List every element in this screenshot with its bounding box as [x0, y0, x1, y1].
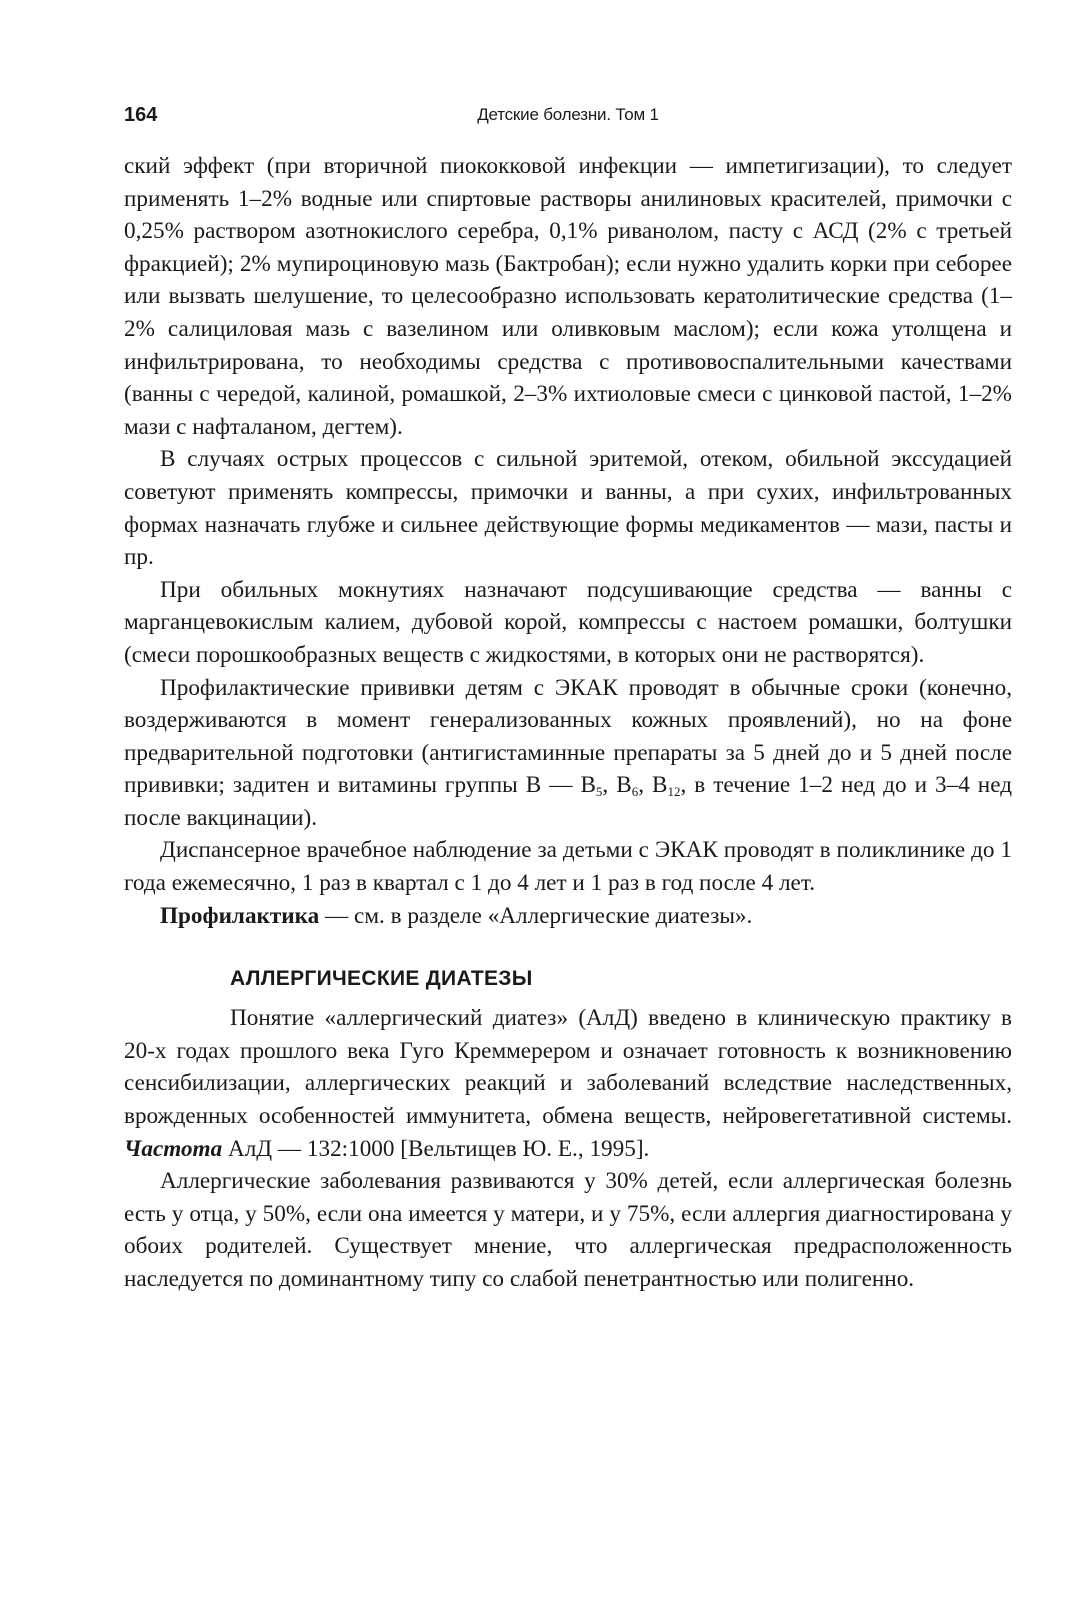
page-header [124, 100, 1012, 132]
section-heading: АЛЛЕРГИЧЕСКИЕ ДИАТЕЗЫ [230, 967, 533, 991]
paragraph-dispensary: Диспансерное врачебное наблюдение за детьми с ЭКАК проводят в поликлинике до 1 года ежемесячно, 1 раз в квартал с 1 до 4 лет и 1 раз в год после 4 лет. [124, 837, 1012, 897]
paragraph-allergic-diathesis [124, 1002, 1012, 1165]
paragraph-vaccinations: Профилактические прививки детям с ЭКАК проводят в обычные сроки (конечно, воздерживаются в момент генерализованных кожных проявлений), но на фоне предварительной подготовки (антигистаминные препараты за 5 дней до и 5 дней после прививки; задитен и витамины группы В — $В_5$, $В_6$, $В_{12}$, в течение 1–2 нед до и 3–4 нед после вакцинации). [124, 674, 1012, 831]
prevention-text: — см. в разделе «Аллергические диатезы». [319, 902, 753, 929]
body-text [124, 150, 1012, 1296]
running-title: Детские болезни. Том 1 [477, 105, 659, 124]
vaccinations-tail: , в течение 1–2 нед до и 3–4 нед после вакцинации). [124, 772, 1012, 831]
paragraph-heredity: Аллергические заболевания развиваются у 30% детей, если аллергическая болезнь есть у отца, у 50%, если она имеется у матери, и у 75%, если аллергия диагностирована у обоих родителей. Существует мнение, что аллергическая предрасположенность наследуется по доминантному типу со слабой пенетрантностью или полигенно. [124, 1168, 1012, 1292]
prevention-label: Профилактика [160, 902, 320, 929]
diathesis-text: Понятие «аллергический диатез» (АлД) введено в клиническую практику в 20-х годах прошлого века Гуго Креммерером и означает готовность к возникновению сенсибилизации, аллергических реакций и заболеваний вследствие наследственных, врожденных особенностей иммунитета, обмена веществ, нейровегетативной системы. [124, 1005, 1012, 1130]
frequency-text: АлД — 132:1000 [Вельтищев Ю. Е., 1995]. [222, 1135, 650, 1162]
vitamin-b5: $В_5$ [580, 772, 603, 800]
paragraph-prevention [124, 900, 1012, 933]
vitamin-b12: $В_{12}$ [652, 772, 681, 800]
vaccinations-text: Профилактические прививки детям с ЭКАК проводят в обычные сроки (конечно, воздерживаются в момент генерализованных кожных проявлений), но на фоне предварительной подготовки (антигистаминные препараты за 5 дней до и 5 дней после прививки; задитен и витамины группы В — [124, 674, 1012, 799]
paragraph-treatment-continued: ский эффект (при вторичной пиококковой инфекции — импетигизации), то следует применять 1–2% водные или спиртовые растворы анилиновых красителей, примочки с 0,25% раствором азотнокислого серебра, 0,1% риванолом, пасту с АСД (2% с третьей фракцией); 2% мупироциновую мазь (Бактробан); если нужно удалить корки при себорее или вызвать шелушение, то целесообразно использовать кератолитические средства (1–2% салициловая мазь с вазелином или оливковым маслом); если кожа утолщена и инфильтрирована, то необходимы средства с противовоспалительными качествами (ванны с чередой, калиной, ромашкой, 2–3% ихтиоловые смеси с цинковой пастой, 1–2% мази с нафталаном, дегтем). [124, 153, 1012, 440]
paragraph-weeping: При обильных мокнутиях назначают подсушивающие средства — ванны с марганцевокислым калием, дубовой корой, компрессы с настоем ромашки, болтушки (смеси порошкообразных веществ с жидкостями, в которых они не растворятся). [124, 576, 1012, 668]
vitamin-b6: $В_6$ [616, 772, 639, 800]
frequency-label: Частота [124, 1135, 223, 1162]
paragraph-acute-processes: В случаях острых процессов с сильной эритемой, отеком, обильной экссудацией советуют применять компрессы, примочки и ванны, а при сухих, инфильтрованных формах назначать глубже и сильнее действующие формы медикаментов — мази, пасты и пр. [124, 446, 1012, 571]
page-number: 164 [124, 104, 158, 126]
